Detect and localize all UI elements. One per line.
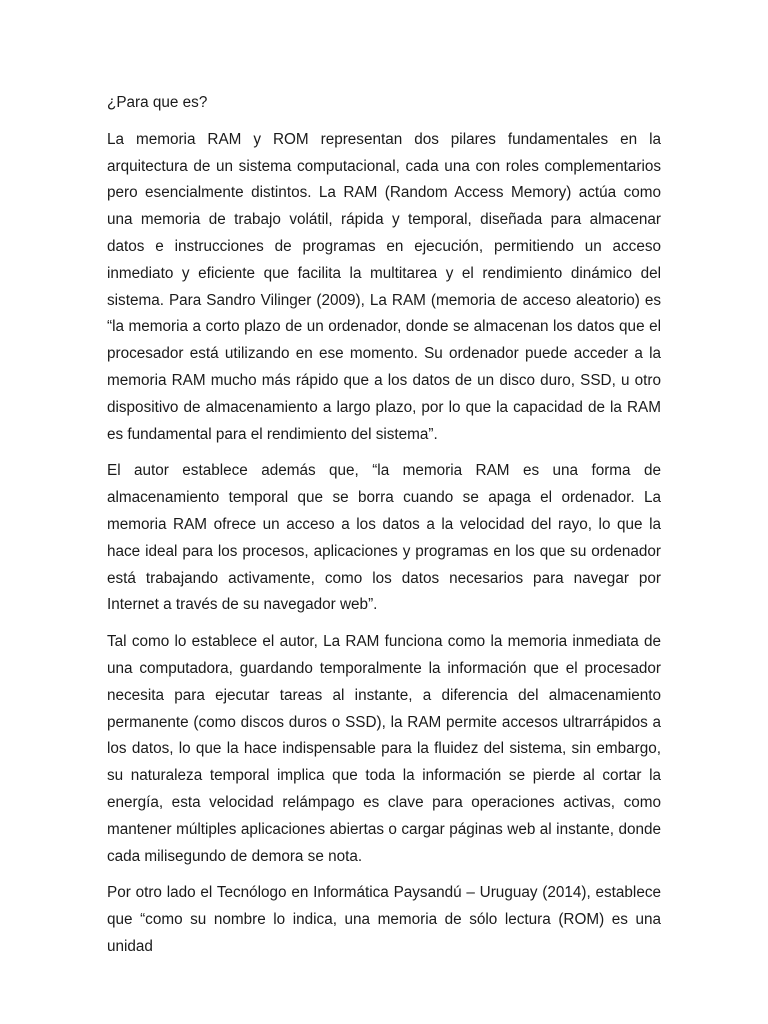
paragraph-ram-rom-intro: La memoria RAM y ROM representan dos pilares fundamentales en la arquitectura de un sistema computacional, cada una con roles complementarios pero esencialmente distintos. La RAM (Random Access Memory) actúa como una memoria de trabajo volátil, rápida y temporal, diseñada para almacenar datos e instrucciones de programas en ejecución, permitiendo un acceso inmediato y eficiente que facilita la multitarea y el rendimiento dinámico del sistema. Para Sandro Vilinger (2009), La RAM (memoria de acceso aleatorio) es “la memoria a corto plazo de un ordenador, donde se almacenan los datos que el procesador está utilizando en ese momento. Su ordenador puede acceder a la memoria RAM mucho más rápido que a los datos de un disco duro, SSD, u otro dispositivo de almacenamiento a largo plazo, por lo que la capacidad de la RAM es fundamental para el rendimiento del sistema”. <box>107 130 661 443</box>
paragraph-author-quote: El autor establece además que, “la memoria RAM es una forma de almacenamiento temporal que se borra cuando se apaga el ordenador. La memoria RAM ofrece un acceso a los datos a la velocidad del rayo, lo que la hace ideal para los procesos, aplicaciones y programas en los que su ordenador está trabajando activamente, como los datos necesarios para navegar por Internet a través de su navegador web”. <box>107 462 661 614</box>
paragraph-ram-analysis: Tal como lo establece el autor, La RAM funciona como la memoria inmediata de una computadora, guardando temporalmente la información que el procesador necesita para ejecutar tareas al instante, a diferencia del almacenamiento permanente (como discos duros o SSD), la RAM permite accesos ultrarrápidos a los datos, lo que la hace indispensable para la fluidez del sistema, sin embargo, su naturaleza temporal implica que toda la información se pierde al cortar la energía, esta velocidad relámpago es clave para operaciones activas, como mantener múltiples aplicaciones abiertas o cargar páginas web al instante, donde cada milisegundo de demora se nota. <box>107 633 661 865</box>
document-body <box>107 90 661 971</box>
section-heading: ¿Para que es? <box>107 94 208 111</box>
paragraph-rom-definition: Por otro lado el Tecnólogo en Informática Paysandú – Uruguay (2014), establece que “como su nombre lo indica, una memoria de sólo lectura (ROM) es una unidad <box>107 884 661 955</box>
